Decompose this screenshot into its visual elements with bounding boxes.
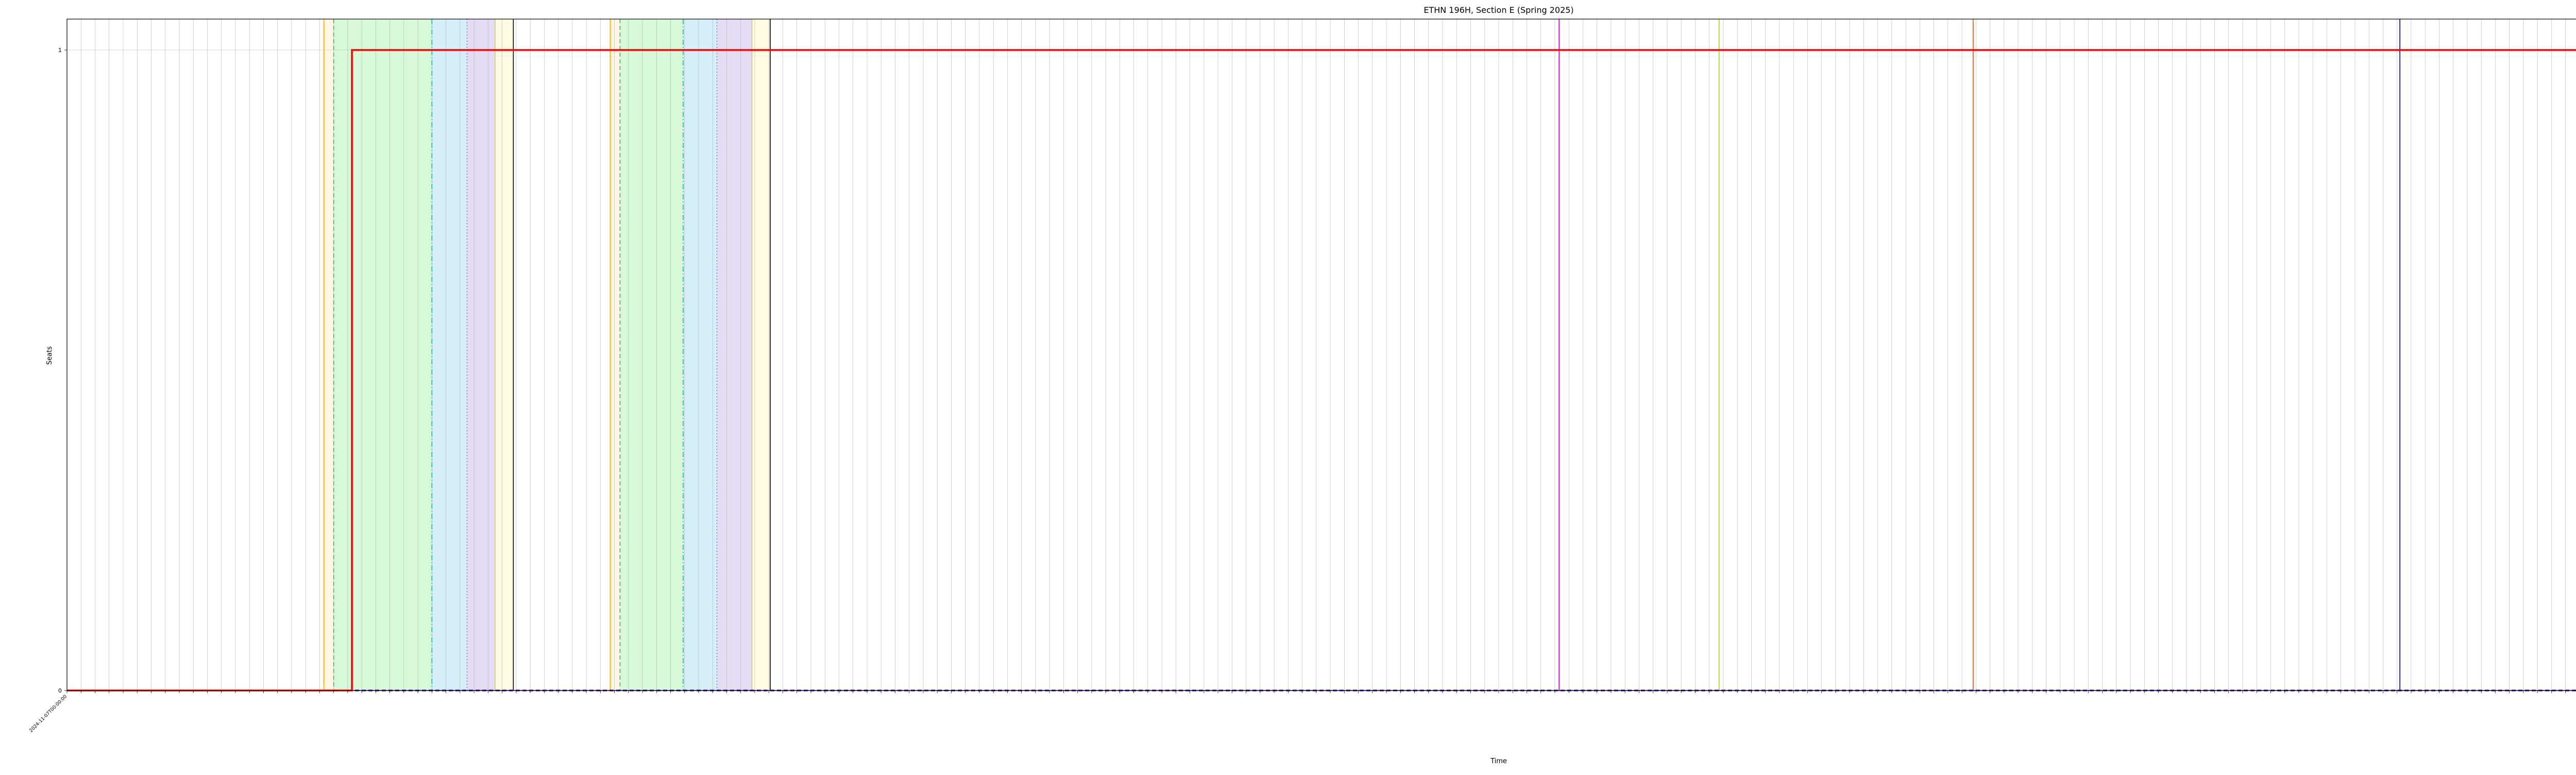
phase-band [717,19,752,690]
phase-band [467,19,495,690]
y-tick-label: 0 [58,687,62,694]
phase-band [495,19,513,690]
phase-band [620,19,683,690]
chart-title: ETHN 196H, Section E (Spring 2025) [1423,5,1574,15]
y-axis-label: Seats [46,346,54,365]
x-axis-label: Time [1490,757,1507,765]
phase-band [683,19,717,690]
x-axis-ticks [29,690,2576,734]
phase-band [334,19,432,690]
phase-band [324,19,334,690]
y-axis-ticks [58,47,67,694]
x-tick-label-first: 2024-11-07T00:00:00 [28,694,69,734]
phase-bands [324,19,770,690]
y-tick-label: 1 [58,47,62,54]
phase-band [610,19,620,690]
phase-band [432,19,467,690]
